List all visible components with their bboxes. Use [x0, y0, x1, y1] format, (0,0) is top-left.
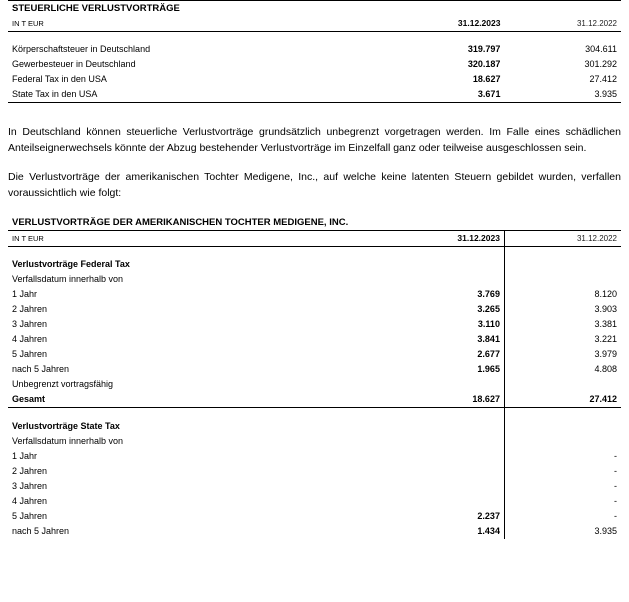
table2-s1-row2-v2: 3.381	[504, 317, 621, 332]
table1-spacer-cell1	[8, 32, 352, 43]
table2-s2-row4-label: 5 Jahren	[12, 511, 48, 521]
table2-section1-title-v2	[504, 257, 621, 272]
table2-s1-row0-v1: 3.769	[477, 289, 500, 299]
us-subsidiary-loss-carryforwards-table	[8, 215, 621, 539]
table1-row0-label: Körperschaftsteuer in Deutschland	[12, 44, 151, 54]
table2-s1-row0-label: 1 Jahr	[12, 289, 38, 299]
table2-s2-row3-v1	[352, 494, 504, 509]
table1-header-row	[8, 16, 621, 32]
table-row	[8, 464, 621, 479]
table-row	[8, 42, 621, 57]
table2-s2-row3-label: 4 Jahren	[12, 496, 48, 506]
table-row	[8, 509, 621, 524]
table1-row3-label: State Tax in den USA	[8, 87, 352, 103]
table2-title-spacer1	[352, 215, 504, 231]
table1-row2-v1: 18.627	[472, 74, 501, 84]
table1-spacer-cell2	[352, 32, 504, 43]
table-row	[8, 362, 621, 377]
table2-section2-sub: Verfallsdatum innerhalb von	[12, 436, 124, 446]
table2-s2-row3-v2: -	[504, 494, 621, 509]
table-row	[8, 449, 621, 464]
table2-title: VERLUSTVORTRÄGE DER AMERIKANISCHEN TOCHTER MEDIGENE, INC.	[12, 217, 349, 228]
table2-section2-title-v2	[504, 419, 621, 434]
table2-section1-sub-v2	[504, 272, 621, 287]
table-row	[8, 524, 621, 539]
table2-spacer-b2	[352, 408, 504, 420]
table1-unit: IN T EUR	[8, 16, 352, 32]
table2-s1-row5-label: nach 5 Jahren	[12, 364, 70, 374]
spacer-before-table2	[0, 201, 629, 215]
table2-s1-row2-label: 3 Jahren	[12, 319, 48, 329]
table2-section1-unlimited-v2	[504, 377, 621, 392]
table2-spacer-a3	[504, 247, 621, 258]
table-row	[8, 332, 621, 347]
table2-s2-row1-label: 2 Jahren	[12, 466, 48, 476]
spacer-between-paragraphs	[0, 156, 629, 170]
table2-section1-total-row	[8, 392, 621, 408]
table-row	[8, 317, 621, 332]
table2-s1-row4-label: 5 Jahren	[12, 349, 48, 359]
table2-title-row	[8, 215, 621, 231]
table2-section1-unlimited-v1	[352, 377, 504, 392]
table-row	[8, 494, 621, 509]
table2-section1-sub-v1	[352, 272, 504, 287]
table1-row1-v1: 320.187	[467, 59, 501, 69]
table2-s1-row4-v2: 3.979	[504, 347, 621, 362]
table1-row3-v1: 3.671	[352, 87, 504, 103]
table-row	[8, 347, 621, 362]
table2-section2-sub-v2	[504, 434, 621, 449]
spacer-after-table1	[0, 103, 629, 125]
table1-col2-header: 31.12.2022	[504, 16, 621, 32]
table2-s1-row1-v2: 3.903	[504, 302, 621, 317]
table-row	[8, 302, 621, 317]
table2-s1-row3-v2: 3.221	[504, 332, 621, 347]
table2-s1-row5-v2: 4.808	[504, 362, 621, 377]
table2-spacer-a2	[352, 247, 504, 258]
table2-section2-title-v1	[352, 419, 504, 434]
table2-spacer-b1	[8, 408, 352, 420]
table1-spacer-cell3	[504, 32, 621, 43]
table1-row2-label: Federal Tax in den USA	[12, 74, 107, 84]
table2-title-spacer2	[504, 215, 621, 231]
table2-section1-unlimited: Unbegrenzt vortragsfähig	[12, 379, 114, 389]
table2-s2-row1-v1	[352, 464, 504, 479]
table-row	[8, 72, 621, 87]
table1-title-spacer1	[352, 1, 504, 17]
table2-section1-sub: Verfallsdatum innerhalb von	[12, 274, 124, 284]
table2-unit: IN T EUR	[8, 231, 352, 247]
table2-unlimited-row	[8, 377, 621, 392]
table2-col2-header: 31.12.2022	[504, 231, 621, 247]
table1-title-row	[8, 1, 621, 17]
table1-spacer-row	[8, 32, 621, 43]
table2-s1-row5-v1: 1.965	[477, 364, 500, 374]
table2-s1-row4-v1: 2.677	[477, 349, 500, 359]
table2-section1-total-v1: 18.627	[352, 392, 504, 408]
table1-row0-v1: 319.797	[467, 44, 501, 54]
table2-s1-row2-v1: 3.110	[477, 319, 500, 329]
tax-loss-carryforwards-table	[8, 0, 621, 103]
table1-col1-header: 31.12.2023	[352, 16, 504, 32]
table2-section2-sub-v1	[352, 434, 504, 449]
table2-header-row	[8, 231, 621, 247]
table1-row0-v2: 304.611	[585, 44, 617, 54]
paragraph-loss-carryforward-rules: In Deutschland können steuerliche Verlustvorträge grundsätzlich unbegrenzt vorgetragen werden. Im Falle eines schädlichen Anteilseignerwechsels könnte der Abzug bestehender Verlustvorträge im Einzelfall ganz oder teilweise ausgeschlossen sein.	[8, 126, 621, 154]
table1-row1-v2: 301.292	[584, 59, 617, 69]
table2-spacer-b3	[504, 408, 621, 420]
table2-s2-row1-v2: -	[504, 464, 621, 479]
table2-spacer-row-1	[8, 247, 621, 258]
table2-s2-row5-label: nach 5 Jahren	[12, 526, 70, 536]
table2-section1-total-label: Gesamt	[8, 392, 352, 408]
table2-s2-row5-v1: 1.434	[477, 526, 500, 536]
table2-spacer-row-2	[8, 408, 621, 420]
table-row	[8, 479, 621, 494]
table2-s1-row1-v1: 3.265	[477, 304, 500, 314]
table2-section2-title-row	[8, 419, 621, 434]
table1-title-spacer2	[504, 1, 621, 17]
table2-s2-row4-v1: 2.237	[477, 511, 500, 521]
table2-s1-row3-label: 4 Jahren	[12, 334, 48, 344]
table2-col1-header: 31.12.2023	[352, 231, 504, 247]
table2-s1-row1-label: 2 Jahren	[12, 304, 48, 314]
table2-s2-row5-v2: 3.935	[504, 524, 621, 539]
table2-section1-sub-row	[8, 272, 621, 287]
paragraph-us-subsidiary-intro: Die Verlustvorträge der amerikanischen Tochter Medigene, Inc., auf welche keine latenten Steuern gebildet wurden, verfallen voraussichtlich wie folgt:	[8, 171, 621, 199]
table-row	[8, 287, 621, 302]
table1-title: STEUERLICHE VERLUSTVORTRÄGE	[8, 1, 352, 17]
table2-section1-total-v2: 27.412	[504, 392, 621, 408]
table2-section1-title-v1	[352, 257, 504, 272]
table2-s1-row0-v2: 8.120	[504, 287, 621, 302]
table2-s2-row2-label: 3 Jahren	[12, 481, 48, 491]
table2-s2-row2-v2: -	[504, 479, 621, 494]
table-row	[8, 87, 621, 103]
table1-row1-label: Gewerbesteuer in Deutschland	[12, 59, 136, 69]
table2-s2-row4-v2: -	[504, 509, 621, 524]
table2-section1-title: Verlustvorträge Federal Tax	[12, 259, 130, 269]
table2-section2-sub-row	[8, 434, 621, 449]
table2-section1-title-row	[8, 257, 621, 272]
table2-s2-row0-v1	[352, 449, 504, 464]
table2-s2-row0-label: 1 Jahr	[12, 451, 38, 461]
table2-s2-row0-v2: -	[504, 449, 621, 464]
table2-s1-row3-v1: 3.841	[477, 334, 500, 344]
table2-spacer-a1	[8, 247, 352, 258]
table2-s2-row2-v1	[352, 479, 504, 494]
table1-row2-v2: 27.412	[589, 74, 617, 84]
table-row	[8, 57, 621, 72]
table1-row3-v2: 3.935	[504, 87, 621, 103]
table2-section2-title: Verlustvorträge State Tax	[12, 421, 120, 431]
